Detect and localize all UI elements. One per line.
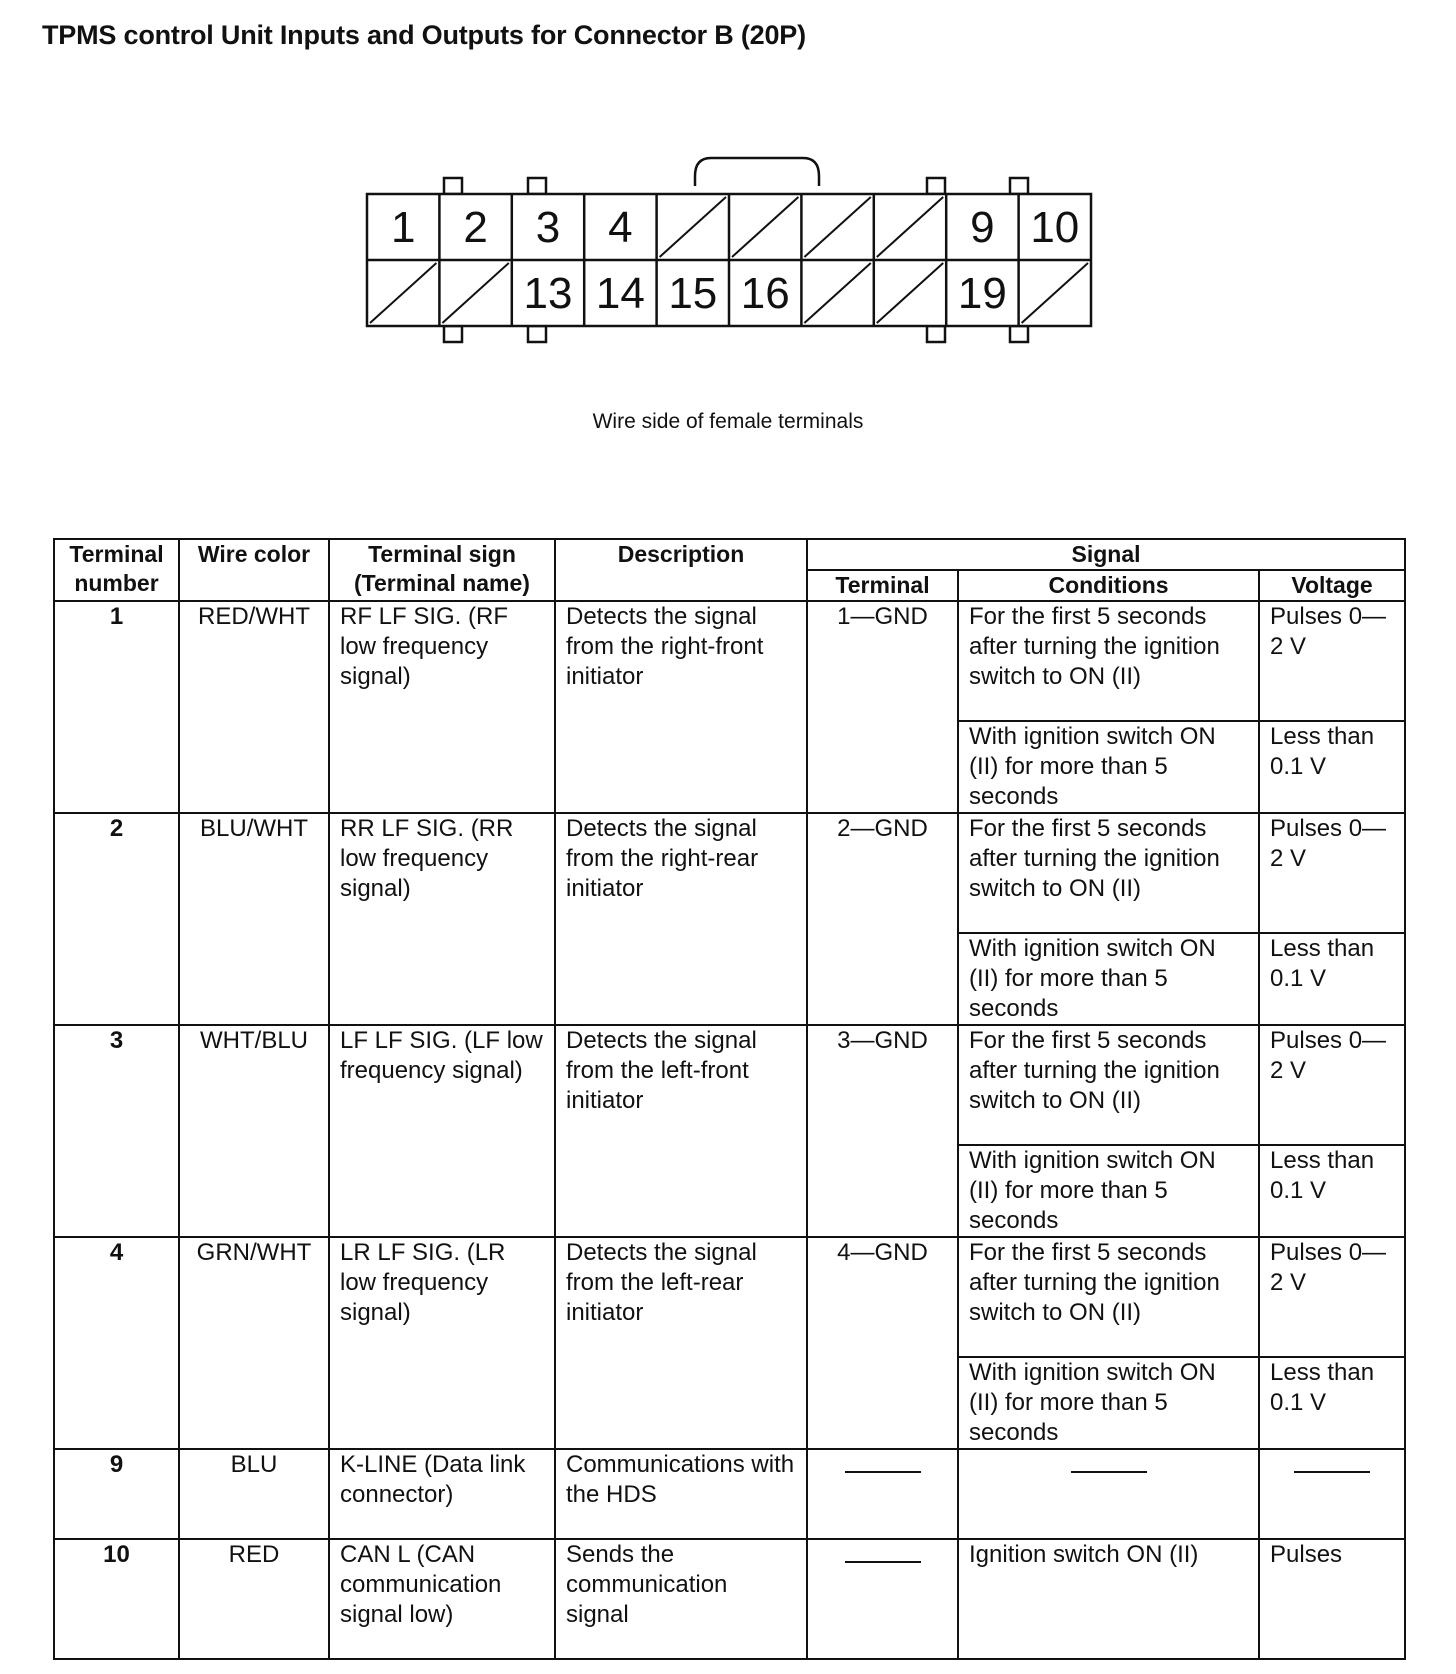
wire-color-cell: WHT/BLU [179, 1025, 329, 1237]
signal-terminal-cell [807, 1539, 958, 1659]
wire-color-cell: BLU [179, 1449, 329, 1539]
header-description: Description [555, 539, 807, 601]
terminal-number-cell: 10 [54, 1539, 179, 1659]
table-row [54, 1237, 1405, 1357]
conditions-cell: For the first 5 seconds after turning the ignition switch to ON (II) [958, 1237, 1259, 1357]
wire-color-cell: GRN/WHT [179, 1237, 329, 1449]
terminal-label: 15 [668, 269, 718, 318]
terminal-number-cell: 2 [54, 813, 179, 1025]
terminal-label: 2 [463, 203, 488, 252]
table-row [54, 601, 1405, 721]
terminal-label: 10 [1030, 203, 1080, 252]
table-row [54, 1449, 1405, 1539]
header-terminal-number: Terminal number [54, 539, 179, 601]
voltage-cell [1259, 1449, 1405, 1539]
not-applicable-dash [1071, 1471, 1147, 1473]
terminal-sign-cell: LR LF SIG. (LR low frequency signal) [329, 1237, 555, 1449]
not-applicable-dash [845, 1561, 921, 1563]
voltage-cell: Pulses 0—2 V [1259, 813, 1405, 933]
terminal-label: 14 [595, 269, 645, 318]
description-cell: Sends the communication signal [555, 1539, 807, 1659]
terminal-label: 1 [390, 203, 416, 252]
voltage-cell: Pulses 0—2 V [1259, 1237, 1405, 1357]
description-cell: Detects the signal from the right-rear initiator [555, 813, 807, 1025]
signal-terminal-cell: 4—GND [807, 1237, 958, 1449]
header-conditions: Conditions [958, 570, 1259, 601]
terminal-sign-cell: RF LF SIG. (RF low frequency signal) [329, 601, 555, 813]
description-cell: Detects the signal from the left-front initiator [555, 1025, 807, 1237]
conditions-cell: Ignition switch ON (II) [958, 1539, 1259, 1659]
terminal-label: 13 [523, 269, 573, 318]
conditions-cell [958, 1449, 1259, 1539]
page-title: TPMS control Unit Inputs and Outputs for Connector B (20P) [42, 20, 806, 50]
signal-terminal-cell: 3—GND [807, 1025, 958, 1237]
conditions-cell: For the first 5 seconds after turning the ignition switch to ON (II) [958, 601, 1259, 721]
table-row [54, 813, 1405, 933]
terminal-number-cell: 9 [54, 1449, 179, 1539]
terminal-label: 4 [608, 203, 633, 252]
diagram-caption: Wire side of female terminals [592, 410, 864, 433]
terminal-label: 19 [957, 269, 1007, 318]
header-terminal: Terminal [807, 570, 958, 601]
not-applicable-dash [845, 1471, 921, 1473]
conditions-cell: With ignition switch ON (II) for more than 5 seconds [958, 1145, 1259, 1237]
header-voltage: Voltage [1259, 570, 1405, 601]
terminal-number-cell: 3 [54, 1025, 179, 1237]
terminal-number-cell: 1 [54, 601, 179, 813]
voltage-cell: Less than 0.1 V [1259, 1145, 1405, 1237]
wire-color-cell: RED/WHT [179, 601, 329, 813]
table-row [54, 1025, 1405, 1145]
description-cell: Detects the signal from the right-front initiator [555, 601, 807, 813]
voltage-cell: Pulses 0—2 V [1259, 1025, 1405, 1145]
connector-diagram [355, 150, 1095, 350]
not-applicable-dash [1294, 1471, 1370, 1473]
voltage-cell: Less than 0.1 V [1259, 1357, 1405, 1449]
conditions-cell: With ignition switch ON (II) for more than 5 seconds [958, 721, 1259, 813]
terminal-sign-cell: RR LF SIG. (RR low frequency signal) [329, 813, 555, 1025]
terminal-number-cell: 4 [54, 1237, 179, 1449]
conditions-cell: For the first 5 seconds after turning the ignition switch to ON (II) [958, 813, 1259, 933]
header-terminal-sign: Terminal sign (Terminal name) [329, 539, 555, 601]
wire-color-cell: BLU/WHT [179, 813, 329, 1025]
description-cell: Detects the signal from the left-rear initiator [555, 1237, 807, 1449]
conditions-cell: With ignition switch ON (II) for more than 5 seconds [958, 933, 1259, 1025]
description-cell: Communications with the HDS [555, 1449, 807, 1539]
terminal-label: 16 [740, 269, 790, 318]
voltage-cell: Less than 0.1 V [1259, 721, 1405, 813]
header-signal: Signal [807, 539, 1405, 570]
terminal-label: 3 [535, 203, 561, 252]
voltage-cell: Pulses 0—2 V [1259, 601, 1405, 721]
table-row [54, 1539, 1405, 1659]
terminal-sign-cell: LF LF SIG. (LF low frequency signal) [329, 1025, 555, 1237]
wire-color-cell: RED [179, 1539, 329, 1659]
signal-terminal-cell [807, 1449, 958, 1539]
signal-terminal-cell: 1—GND [807, 601, 958, 813]
header-wire-color: Wire color [179, 539, 329, 601]
terminal-label: 9 [970, 203, 995, 252]
voltage-cell: Pulses [1259, 1539, 1405, 1659]
terminal-sign-cell: K-LINE (Data link connector) [329, 1449, 555, 1539]
terminal-sign-cell: CAN L (CAN communication signal low) [329, 1539, 555, 1659]
voltage-cell: Less than 0.1 V [1259, 933, 1405, 1025]
conditions-cell: With ignition switch ON (II) for more than 5 seconds [958, 1357, 1259, 1449]
conditions-cell: For the first 5 seconds after turning the ignition switch to ON (II) [958, 1025, 1259, 1145]
io-table [53, 538, 1406, 1660]
signal-terminal-cell: 2—GND [807, 813, 958, 1025]
